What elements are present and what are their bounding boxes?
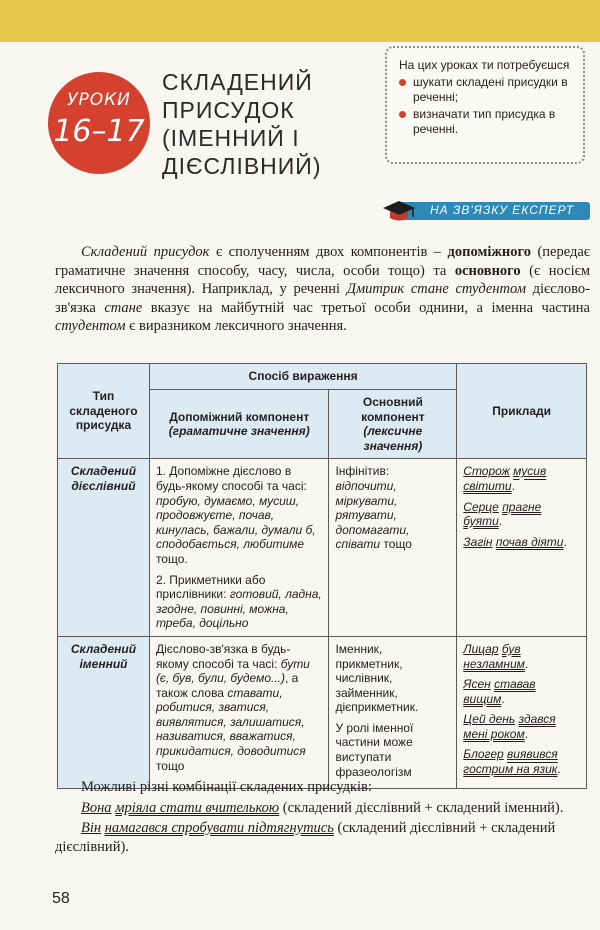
example-predicate: намагався спробувати підтягнутись: [104, 820, 334, 836]
header-method: Спосіб вираження: [149, 364, 456, 390]
bullet-icon: [399, 111, 406, 118]
text: є сполученням двох компонентів –: [209, 244, 448, 260]
title-line: СКЛАДЕНИЙ: [162, 69, 313, 95]
lesson-title: [162, 68, 362, 180]
goals-list: [399, 75, 573, 137]
expert-banner: [370, 198, 590, 224]
page-number: 58: [52, 890, 70, 907]
term-main: основного: [454, 262, 521, 279]
row-type: Складений дієслівний: [58, 459, 150, 637]
table-row-nominal: [58, 636, 587, 788]
combinations-intro: Можливі різні комбінації складених присудків:: [81, 779, 372, 795]
text: вказує на майбутній час третьої особи однини, а іменна частина: [142, 299, 590, 316]
goal-text: визначати тип присудка в реченні.: [413, 107, 556, 136]
example-subject: Він: [81, 820, 102, 836]
text: дієслово-зв'язка: [55, 281, 590, 316]
predicate-table: [57, 363, 587, 789]
lesson-badge: [48, 72, 150, 174]
cell-examples: Лицар був незламним. Ясен ставав вищим. Цей день здався мені роком. Блогер виявився гострим на язик.: [457, 636, 587, 788]
example-note: (складений дієслівний + складений іменний).: [279, 799, 564, 816]
example-word: стане: [104, 299, 143, 316]
text: є виразником лексичного значення.: [125, 318, 347, 334]
example-subject: Вона: [81, 799, 112, 816]
cell-aux: 1. Допоміжне дієслово в будь-якому способі та часі: пробую, думаємо, мусиш, продовжуєте, почав, кинулась, бажали, думали б, сподобається, любитиме тощо. 2. Прикметники або прислівники: готовий, ладна, згодне, повинні, можна, треба, доцільно: [149, 459, 329, 637]
cell-examples: Сторож мусив світити. Серце прагне буяти. Загін почав діяти.: [457, 459, 587, 637]
cell-main: Іменник, прикметник, числівник, займенник, дієприкметник. У ролі іменної частини може виступати фразеологізм: [329, 636, 457, 788]
bullet-icon: [399, 79, 406, 86]
text: (передає граматичне значення способу, часу, числа, особи тощо) та: [55, 244, 591, 279]
title-line: (ІМЕННИЙ І: [162, 125, 300, 151]
row-type: Складений іменний: [58, 636, 150, 788]
goal-item: [399, 107, 573, 137]
badge-label: УРОКИ: [67, 90, 131, 110]
title-line: ДІЄСЛІВНИЙ): [162, 153, 322, 179]
example-word: студентом: [55, 318, 126, 334]
header-type: Тип складеного присудка: [58, 364, 150, 459]
badge-numbers: 16–17: [53, 114, 145, 149]
example-predicate: мріяла стати вчителькою: [115, 799, 280, 816]
example-note: (складений дієслівний + складений дієслівний).: [55, 820, 556, 855]
cell-aux: Дієслово-зв'язка в будь-якому способі та часі: бути (є, був, були, будемо...), а також слова ставати, робитися, зватися, виявлятися, залишатися, називатися, вважатися, прикидатися, доводитися тощо: [149, 636, 329, 788]
combinations-section: [55, 778, 590, 858]
term: Складений присудок: [81, 244, 210, 260]
top-color-bar: [0, 0, 600, 42]
header-aux: Допоміжний компонент (граматичне значення): [149, 390, 329, 459]
header-main: Основний компонент (лексичне значення): [329, 390, 457, 459]
lesson-goals-box: [385, 46, 585, 164]
goals-intro: На цих уроках ти потребуєшся: [399, 58, 570, 72]
title-line: ПРИСУДОК: [162, 97, 295, 123]
intro-paragraph: [55, 243, 590, 336]
goal-item: [399, 75, 573, 105]
expert-label: НА ЗВ'ЯЗКУ ЕКСПЕРТ: [430, 203, 575, 217]
cell-main: Інфінітив: відпочити, міркувати, рятувати, допомагати, співати тощо: [329, 459, 457, 637]
header-examples: Приклади: [457, 364, 587, 459]
text: (є носієм лексичного значення). Наприклад, у реченні: [55, 262, 591, 297]
table-row-verbal: [58, 459, 587, 637]
graduation-cap-icon: [382, 198, 416, 224]
goal-text: шукати складені присудки в реченні;: [413, 75, 568, 104]
example-sentence: Дмитрик стане студентом: [346, 281, 526, 297]
term-aux: допоміжного: [447, 244, 531, 260]
